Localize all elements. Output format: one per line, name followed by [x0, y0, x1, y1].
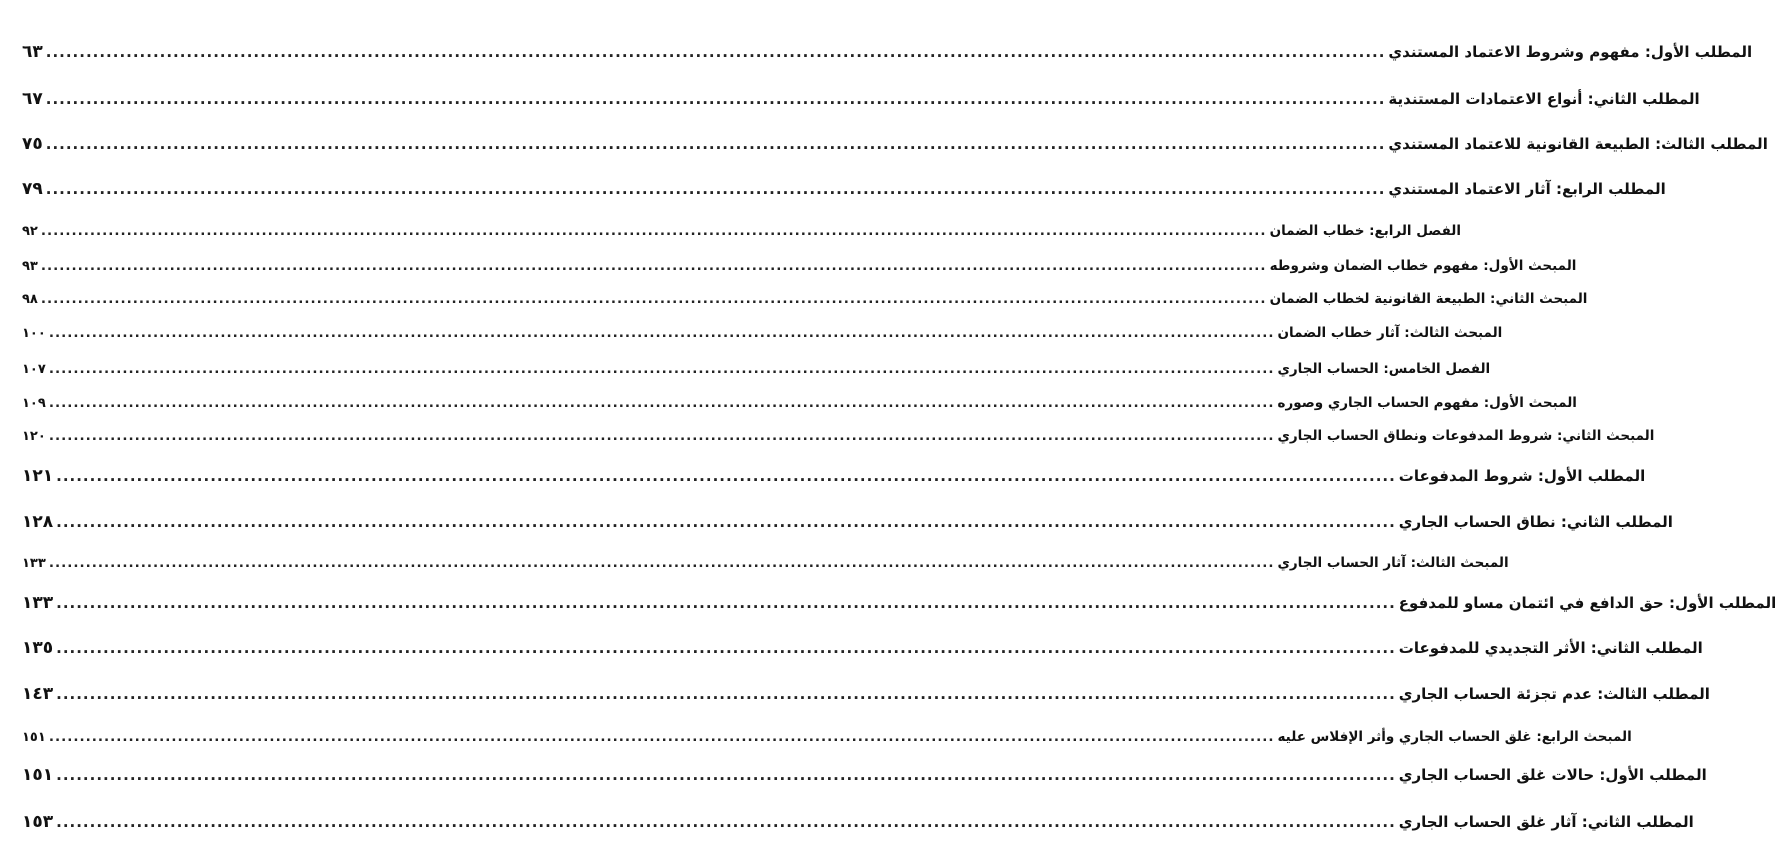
toc-page-number: ١٣٥ [22, 638, 54, 658]
toc-page-number: ١٥١ [22, 765, 54, 785]
toc-page-number: ٩٢ [22, 224, 38, 239]
toc-leader-dots: ........................................................................................................................................................................................................ [40, 291, 1267, 307]
toc-entry[interactable] [22, 555, 1509, 571]
toc-entry[interactable] [22, 291, 1588, 307]
toc-page-number: ١٠٠ [22, 326, 46, 341]
toc-leader-dots: ........................................................................................................................................................................................................ [56, 594, 1396, 612]
toc-entry-title: المطلب الرابع: آثار الاعتماد المستندي [1388, 180, 1666, 198]
toc-entry[interactable] [22, 179, 1666, 199]
toc-entry-title: المبحث الثالث: آثار خطاب الضمان [1277, 325, 1503, 341]
toc-leader-dots: ........................................................................................................................................................................................................ [48, 428, 1275, 444]
toc-page-number: ٩٣ [22, 259, 38, 274]
toc-entry[interactable] [22, 223, 1461, 239]
toc-leader-dots: ........................................................................................................................................................................................................ [45, 180, 1386, 198]
toc-entry[interactable] [22, 812, 1694, 832]
toc-entry-title: المبحث الرابع: غلق الحساب الجاري وأثر الإفلاس عليه [1277, 729, 1632, 745]
toc-leader-dots: ........................................................................................................................................................................................................ [48, 729, 1275, 745]
toc-entry-title: المبحث الأول: مفهوم الحساب الجاري وصوره [1277, 395, 1577, 411]
toc-entry-title: المطلب الثاني: آثار غلق الحساب الجاري [1398, 813, 1694, 831]
toc-entry[interactable] [22, 466, 1646, 486]
toc-entry[interactable] [22, 134, 1768, 154]
toc-entry[interactable] [22, 89, 1700, 109]
toc-leader-dots: ........................................................................................................................................................................................................ [56, 813, 1396, 831]
toc-entry[interactable] [22, 729, 1632, 745]
toc-leader-dots: ........................................................................................................................................................................................................ [48, 555, 1275, 571]
toc-page-number: ١٣٣ [22, 556, 46, 571]
toc-entry-title: المطلب الأول: شروط المدفوعات [1398, 467, 1646, 485]
toc-page-number: ١٥١ [22, 730, 46, 745]
toc-entry[interactable] [22, 361, 1491, 377]
toc-leader-dots: ........................................................................................................................................................................................................ [56, 513, 1396, 531]
toc-page-number: ١٢٠ [22, 429, 46, 444]
toc-page-number: ١٣٣ [22, 593, 54, 613]
toc-page-number: ١٠٧ [22, 362, 46, 377]
toc-leader-dots: ........................................................................................................................................................................................................ [56, 685, 1396, 703]
toc-entry-title: المبحث الثالث: آثار الحساب الجاري [1277, 555, 1509, 571]
toc-entry-title: الفصل الخامس: الحساب الجاري [1277, 361, 1491, 377]
toc-leader-dots: ........................................................................................................................................................................................................ [45, 43, 1386, 61]
toc-leader-dots: ........................................................................................................................................................................................................ [40, 258, 1267, 274]
toc-entry-title: المبحث الثاني: شروط المدفوعات ونطاق الحساب الجاري [1277, 428, 1655, 444]
toc-entry-title: المطلب الثاني: الأثر التجديدي للمدفوعات [1398, 639, 1703, 657]
toc-entry[interactable] [22, 325, 1503, 341]
toc-leader-dots: ........................................................................................................................................................................................................ [48, 361, 1275, 377]
toc-page-number: ٧٥ [22, 134, 43, 154]
toc-leader-dots: ........................................................................................................................................................................................................ [48, 325, 1275, 341]
toc-page-number: ٧٩ [22, 179, 43, 199]
toc-page-number: ١٤٣ [22, 684, 54, 704]
toc-page-number: ٩٨ [22, 292, 38, 307]
toc-page-number: ١٥٣ [22, 812, 54, 832]
toc-entry[interactable] [22, 428, 1655, 444]
toc-entry[interactable] [22, 684, 1710, 704]
toc-page-number: ١٢٨ [22, 512, 54, 532]
toc-page-number: ١٢١ [22, 466, 54, 486]
toc-page-number: ١٠٩ [22, 396, 46, 411]
toc-entry[interactable] [22, 512, 1673, 532]
toc-entry[interactable] [22, 638, 1703, 658]
toc-entry[interactable] [22, 765, 1707, 785]
toc-entry-title: الفصل الرابع: خطاب الضمان [1269, 223, 1461, 239]
toc-leader-dots: ........................................................................................................................................................................................................ [56, 639, 1396, 657]
toc-leader-dots: ........................................................................................................................................................................................................ [48, 395, 1275, 411]
toc-leader-dots: ........................................................................................................................................................................................................ [45, 90, 1386, 108]
toc-page-number: ٦٧ [22, 89, 43, 109]
toc-leader-dots: ........................................................................................................................................................................................................ [56, 467, 1396, 485]
toc-entry[interactable] [22, 42, 1753, 62]
toc-entry-title: المطلب الأول: مفهوم وشروط الاعتماد المستندي [1388, 43, 1753, 61]
toc-entry-title: المطلب الثالث: الطبيعة القانونية للاعتماد المستندي [1388, 135, 1768, 153]
toc-leader-dots: ........................................................................................................................................................................................................ [56, 766, 1396, 784]
toc-entry-title: المبحث الأول: مفهوم خطاب الضمان وشروطه [1269, 258, 1577, 274]
toc-entry-title: المطلب الأول: حالات غلق الحساب الجاري [1398, 766, 1707, 784]
toc-entry-title: المبحث الثاني: الطبيعة القانونية لخطاب الضمان [1269, 291, 1588, 307]
toc-leader-dots: ........................................................................................................................................................................................................ [45, 135, 1386, 153]
toc-entry[interactable] [22, 258, 1577, 274]
toc-entry[interactable] [22, 395, 1577, 411]
toc-entry-title: المطلب الأول: حق الدافع في ائتمان مساو للمدفوع [1398, 594, 1776, 612]
toc-entry-title: المطلب الثالث: عدم تجزئة الحساب الجاري [1398, 685, 1710, 703]
toc-entry-title: المطلب الثاني: أنواع الاعتمادات المستندية [1388, 90, 1700, 108]
toc-leader-dots: ........................................................................................................................................................................................................ [40, 223, 1267, 239]
toc-page-number: ٦٣ [22, 42, 43, 62]
toc-entry[interactable] [22, 593, 1776, 613]
toc-entry-title: المطلب الثاني: نطاق الحساب الجاري [1398, 513, 1673, 531]
